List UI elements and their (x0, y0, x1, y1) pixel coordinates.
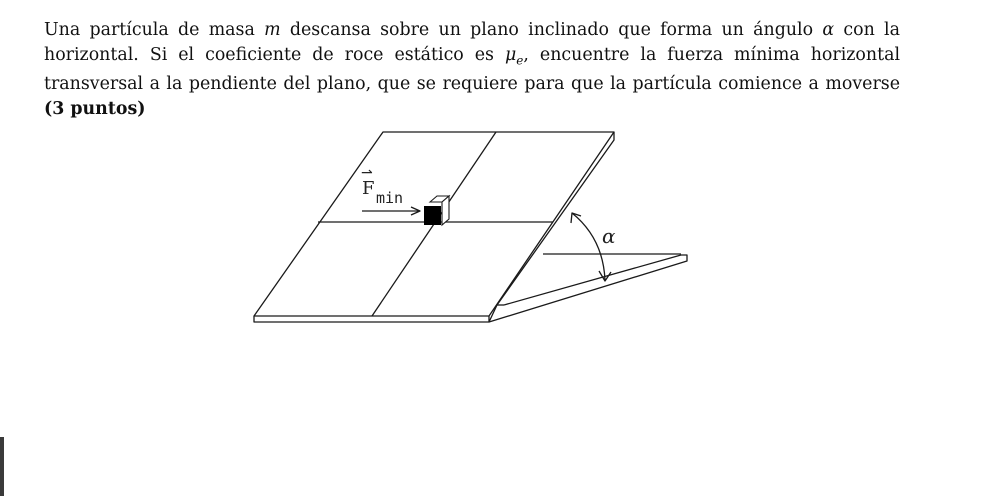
problem-line2-pre: Si el coeficiente de roce estático es (149, 44, 505, 65)
problem-line1-mid: descansa sobre un plano inclinado que forma un ángulo (280, 20, 823, 40)
force-subscript: min (376, 189, 404, 207)
force-vector-arrow: ⇀ (361, 165, 373, 181)
alpha-symbol: α (822, 20, 835, 40)
base-top-edge (504, 255, 681, 305)
mu-symbol: μ (504, 44, 517, 65)
force-label: F (362, 178, 375, 199)
left-edge-bar (0, 437, 4, 496)
base-plate (489, 255, 687, 322)
angle-arc (572, 213, 605, 280)
mu-subscript: e (516, 52, 524, 67)
plane-front-edge (254, 316, 489, 322)
problem-line1-pre: Una partícula de masa (44, 20, 265, 40)
problem-line2-post: , encuentre la fuerza mínima horizontal transversal a la pendiente del plano, que se requiere para que la partícula comience a moverse (44, 44, 901, 95)
angle-arrow-top (571, 213, 581, 223)
problem-line1-post: con la horizontal. (44, 20, 900, 65)
mass-symbol: m (264, 20, 281, 40)
points-label: (3 puntos) (44, 98, 146, 119)
particle-block (424, 196, 449, 225)
angle-label: α (602, 224, 616, 248)
